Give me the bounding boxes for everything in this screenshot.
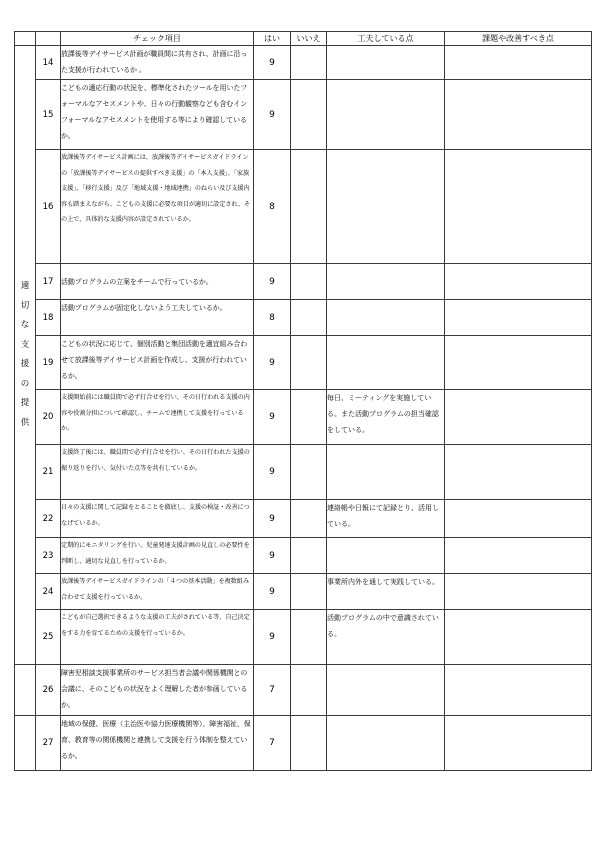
table-row xyxy=(15,610,592,665)
header-issues: 課題や改善すべき点 xyxy=(445,32,592,46)
efforts-text xyxy=(327,336,445,390)
no-count xyxy=(291,336,327,390)
table-row xyxy=(15,300,592,336)
check-item-text: 日々の支援に関して記録をとることを徹底し、支援の検証・改善につなげているか。 xyxy=(61,500,254,538)
issues-text xyxy=(445,500,592,538)
row-number: 23 xyxy=(36,538,61,574)
check-item-text: 放課後等デイサービス計画が職員間に共有され、計画に沿った支援が行われているか 。 xyxy=(61,46,254,80)
row-number: 22 xyxy=(36,500,61,538)
category-blank-cell xyxy=(15,716,36,771)
issues-text xyxy=(445,46,592,80)
yes-count: 8 xyxy=(254,300,291,336)
check-item-text: 放課後等デイサービスガイドラインの「４つの基本活動」を複数組み合わせて支援を行っているか。 xyxy=(61,574,254,610)
efforts-text xyxy=(327,300,445,336)
table-row xyxy=(15,80,592,150)
yes-count: 9 xyxy=(254,500,291,538)
efforts-text: 連絡帳や日報にて記録とり、活用している。 xyxy=(327,500,445,538)
check-item-text: 活動プログラムの立案をチームで行っているか。 xyxy=(61,264,254,300)
yes-count: 9 xyxy=(254,538,291,574)
yes-count: 9 xyxy=(254,336,291,390)
table-row xyxy=(15,150,592,264)
no-count xyxy=(291,390,327,445)
no-count xyxy=(291,445,327,500)
header-check-item: チェック項目 xyxy=(61,32,254,46)
row-number: 24 xyxy=(36,574,61,610)
table-row xyxy=(15,538,592,574)
efforts-text: 毎日、ミーティングを実施している。また活動プログラムの担当確認をしている。 xyxy=(327,390,445,445)
table-row xyxy=(15,46,592,80)
no-count xyxy=(291,150,327,264)
issues-text xyxy=(445,390,592,445)
check-item-text: 支援終了後には、職員間で必ず打合せを行い、その日行われた支援の振り返りを行い、気付いた点等を共有しているか。 xyxy=(61,445,254,500)
check-item-text: 障害児相談支援事業所のサービス担当者会議や関係機関との会議に、そのこどもの状況をよく理解した者が参画しているか。 xyxy=(61,665,254,716)
header-category-cell xyxy=(15,32,36,46)
row-number: 17 xyxy=(36,264,61,300)
yes-count: 9 xyxy=(254,390,291,445)
check-item-text: 放課後等デイサービス計画には、放課後等デイサービスガイドラインの「放課後等デイサービスの提供すべき支援」の「本人支援」、「家族支援」、「移行支援」及び「地域支援・地域連携」のねらい及び支援内容も踏まえながら、こどもの支援に必要な項目が適切に設定され、その上で、具体的な支援内容が設定されているか。 xyxy=(61,150,254,264)
category-char: 供 xyxy=(20,417,30,428)
category-char: 適 xyxy=(20,281,30,291)
no-count xyxy=(291,46,327,80)
header-yes: はい xyxy=(254,32,291,46)
category-label xyxy=(15,46,36,665)
category-char: 切 xyxy=(20,300,30,311)
table-row xyxy=(15,574,592,610)
yes-count: 9 xyxy=(254,445,291,500)
header-no: いいえ xyxy=(291,32,327,46)
efforts-text xyxy=(327,538,445,574)
check-item-text: こどもの適応行動の状況を、標準化されたツールを用いたフォーマルなアセスメントや、日々の行動観察なども含むインフォーマルなアセスメントを使用する等により確認しているか。 xyxy=(61,80,254,150)
row-number: 18 xyxy=(36,300,61,336)
yes-count: 9 xyxy=(254,80,291,150)
efforts-text xyxy=(327,46,445,80)
header-row xyxy=(15,32,592,46)
check-item-text: 地域の保健、医療（主治医や協力医療機関等）、障害福祉、保育、教育等の関係機関と連携して支援を行う体制を整えているか。 xyxy=(61,716,254,771)
no-count xyxy=(291,665,327,716)
table-row xyxy=(15,390,592,445)
check-item-text: 支援開始前には職員間で必ず打合せを行い、その日行われる支援の内容や役割分担について確認し、チームで連携して支援を行っているか。 xyxy=(61,390,254,445)
efforts-text xyxy=(327,716,445,771)
row-number: 14 xyxy=(36,46,61,80)
row-number: 21 xyxy=(36,445,61,500)
yes-count: 9 xyxy=(254,610,291,665)
no-count xyxy=(291,264,327,300)
category-char: の xyxy=(20,378,30,389)
efforts-text xyxy=(327,264,445,300)
no-count xyxy=(291,538,327,574)
no-count xyxy=(291,716,327,771)
category-char: な xyxy=(20,320,30,330)
yes-count: 9 xyxy=(254,264,291,300)
no-count xyxy=(291,300,327,336)
category-char: 提 xyxy=(20,398,30,408)
no-count xyxy=(291,574,327,610)
yes-count: 7 xyxy=(254,665,291,716)
efforts-text xyxy=(327,150,445,264)
issues-text xyxy=(445,574,592,610)
yes-count: 8 xyxy=(254,150,291,264)
issues-text xyxy=(445,80,592,150)
check-item-text: 活動プログラムが固定化しないよう工夫しているか。 xyxy=(61,300,254,336)
efforts-text xyxy=(327,445,445,500)
check-item-text: こどもが自己選択できるような支援の工夫がされている等、自己決定をする力を育てるための支援を行っているか。 xyxy=(61,610,254,665)
no-count xyxy=(291,610,327,665)
yes-count: 7 xyxy=(254,716,291,771)
efforts-text xyxy=(327,80,445,150)
table-row xyxy=(15,336,592,390)
row-number: 16 xyxy=(36,150,61,264)
issues-text xyxy=(445,716,592,771)
yes-count: 9 xyxy=(254,574,291,610)
category-char: 援 xyxy=(20,359,30,369)
category-char: 支 xyxy=(20,339,30,350)
no-count xyxy=(291,500,327,538)
row-number: 26 xyxy=(36,665,61,716)
efforts-text xyxy=(327,665,445,716)
row-number: 27 xyxy=(36,716,61,771)
table-row xyxy=(15,500,592,538)
yes-count: 9 xyxy=(254,46,291,80)
table-row xyxy=(15,716,592,771)
check-item-text: こどもの状況に応じて、個別活動と集団活動を適宜組み合わせて放課後等デイサービス計画を作成し、支援が行われているか。 xyxy=(61,336,254,390)
table-row xyxy=(15,264,592,300)
issues-text xyxy=(445,300,592,336)
issues-text xyxy=(445,538,592,574)
table-row xyxy=(15,665,592,716)
no-count xyxy=(291,80,327,150)
row-number: 25 xyxy=(36,610,61,665)
row-number: 15 xyxy=(36,80,61,150)
issues-text xyxy=(445,445,592,500)
issues-text xyxy=(445,336,592,390)
issues-text xyxy=(445,665,592,716)
row-number: 20 xyxy=(36,390,61,445)
category-blank-cell xyxy=(15,665,36,716)
check-item-text: 定期的にモニタリングを行い、児童発達支援計画の見直しの必要性を判断し、適切な見直しを行っているか。 xyxy=(61,538,254,574)
issues-text xyxy=(445,264,592,300)
header-number-cell xyxy=(36,32,61,46)
efforts-text: 活動プログラムの中で意識されている。 xyxy=(327,610,445,665)
issues-text xyxy=(445,610,592,665)
efforts-text: 事業所内外を通して実践している。 xyxy=(327,574,445,610)
table-row xyxy=(15,445,592,500)
header-efforts: 工夫している点 xyxy=(327,32,445,46)
issues-text xyxy=(445,150,592,264)
row-number: 19 xyxy=(36,336,61,390)
checklist-table xyxy=(14,31,592,771)
